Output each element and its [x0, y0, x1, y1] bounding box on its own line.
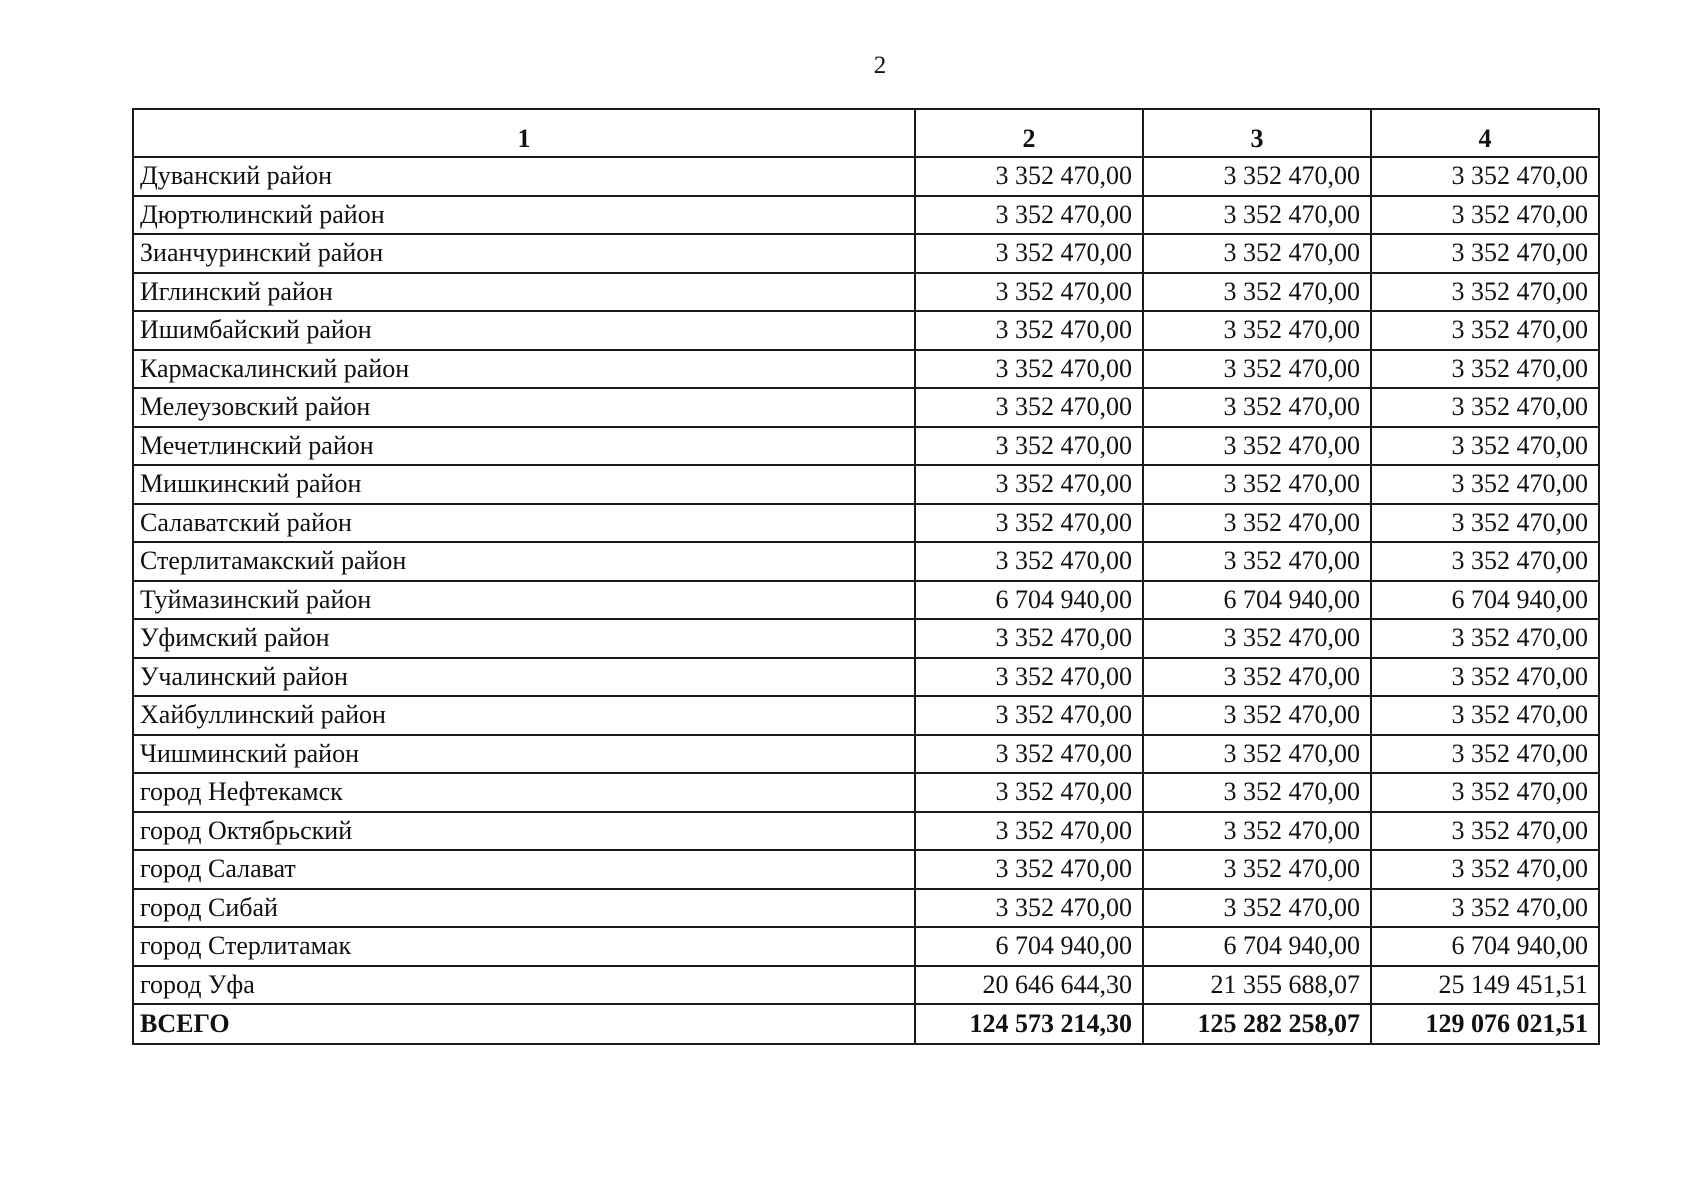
value-col3: 3 352 470,00 — [1143, 696, 1371, 735]
value-col2: 6 704 940,00 — [915, 581, 1143, 620]
value-col2: 3 352 470,00 — [915, 427, 1143, 466]
value-col4: 3 352 470,00 — [1371, 850, 1599, 889]
value-col2: 3 352 470,00 — [915, 735, 1143, 774]
municipality-name: город Уфа — [133, 966, 915, 1005]
municipality-name: Дюртюлинский район — [133, 196, 915, 235]
table-row — [133, 196, 1599, 235]
value-col3: 3 352 470,00 — [1143, 812, 1371, 851]
value-col2: 3 352 470,00 — [915, 773, 1143, 812]
table-row — [133, 889, 1599, 928]
value-col4: 3 352 470,00 — [1371, 735, 1599, 774]
municipality-name: Ишимбайский район — [133, 311, 915, 350]
table-row — [133, 273, 1599, 312]
value-col3: 3 352 470,00 — [1143, 157, 1371, 196]
value-col3: 3 352 470,00 — [1143, 350, 1371, 389]
value-col3: 6 704 940,00 — [1143, 581, 1371, 620]
value-col2: 3 352 470,00 — [915, 196, 1143, 235]
municipality-name: город Стерлитамак — [133, 927, 915, 966]
value-col4: 3 352 470,00 — [1371, 157, 1599, 196]
municipality-name: Стерлитамакский район — [133, 542, 915, 581]
column-header-3: 3 — [1143, 109, 1371, 157]
total-value-col2: 124 573 214,30 — [915, 1004, 1143, 1044]
value-col4: 3 352 470,00 — [1371, 465, 1599, 504]
value-col4: 3 352 470,00 — [1371, 696, 1599, 735]
value-col2: 3 352 470,00 — [915, 542, 1143, 581]
table-row — [133, 927, 1599, 966]
table-row — [133, 234, 1599, 273]
table-row — [133, 850, 1599, 889]
value-col3: 3 352 470,00 — [1143, 273, 1371, 312]
value-col2: 3 352 470,00 — [915, 850, 1143, 889]
value-col4: 3 352 470,00 — [1371, 273, 1599, 312]
municipality-name: Чишминский район — [133, 735, 915, 774]
municipality-name: город Салават — [133, 850, 915, 889]
value-col4: 3 352 470,00 — [1371, 427, 1599, 466]
value-col3: 3 352 470,00 — [1143, 311, 1371, 350]
municipality-name: Учалинский район — [133, 658, 915, 697]
value-col3: 3 352 470,00 — [1143, 427, 1371, 466]
table-row — [133, 581, 1599, 620]
municipality-name: Салаватский район — [133, 504, 915, 543]
value-col4: 25 149 451,51 — [1371, 966, 1599, 1005]
municipality-name: Мечетлинский район — [133, 427, 915, 466]
value-col2: 3 352 470,00 — [915, 388, 1143, 427]
value-col4: 3 352 470,00 — [1371, 773, 1599, 812]
municipality-name: Зианчуринский район — [133, 234, 915, 273]
municipality-name: Туймазинский район — [133, 581, 915, 620]
value-col4: 3 352 470,00 — [1371, 350, 1599, 389]
value-col4: 3 352 470,00 — [1371, 311, 1599, 350]
value-col3: 3 352 470,00 — [1143, 465, 1371, 504]
value-col3: 3 352 470,00 — [1143, 658, 1371, 697]
value-col3: 3 352 470,00 — [1143, 619, 1371, 658]
value-col2: 3 352 470,00 — [915, 889, 1143, 928]
column-header-1: 1 — [133, 109, 915, 157]
value-col4: 3 352 470,00 — [1371, 234, 1599, 273]
table-row — [133, 658, 1599, 697]
value-col3: 3 352 470,00 — [1143, 504, 1371, 543]
value-col3: 3 352 470,00 — [1143, 850, 1371, 889]
municipality-name: Мишкинский район — [133, 465, 915, 504]
value-col2: 3 352 470,00 — [915, 157, 1143, 196]
municipality-name: Дуванский район — [133, 157, 915, 196]
value-col2: 3 352 470,00 — [915, 311, 1143, 350]
value-col2: 3 352 470,00 — [915, 504, 1143, 543]
table-row — [133, 696, 1599, 735]
value-col4: 3 352 470,00 — [1371, 504, 1599, 543]
value-col2: 3 352 470,00 — [915, 234, 1143, 273]
table-row — [133, 427, 1599, 466]
table-row — [133, 388, 1599, 427]
table-row — [133, 157, 1599, 196]
table-container — [132, 108, 1600, 1045]
value-col4: 6 704 940,00 — [1371, 581, 1599, 620]
table-row — [133, 542, 1599, 581]
table-body — [133, 157, 1599, 1004]
value-col3: 3 352 470,00 — [1143, 542, 1371, 581]
value-col4: 3 352 470,00 — [1371, 812, 1599, 851]
value-col4: 3 352 470,00 — [1371, 542, 1599, 581]
value-col2: 20 646 644,30 — [915, 966, 1143, 1005]
municipality-name: город Сибай — [133, 889, 915, 928]
total-label: ВСЕГО — [133, 1004, 915, 1044]
total-row — [133, 1004, 1599, 1044]
value-col4: 3 352 470,00 — [1371, 196, 1599, 235]
value-col2: 3 352 470,00 — [915, 465, 1143, 504]
total-value-col4: 129 076 021,51 — [1371, 1004, 1599, 1044]
value-col4: 3 352 470,00 — [1371, 388, 1599, 427]
value-col2: 3 352 470,00 — [915, 350, 1143, 389]
municipality-name: Мелеузовский район — [133, 388, 915, 427]
data-table — [132, 108, 1600, 1045]
municipality-name: город Нефтекамск — [133, 773, 915, 812]
municipality-name: Хайбуллинский район — [133, 696, 915, 735]
value-col3: 3 352 470,00 — [1143, 889, 1371, 928]
table-row — [133, 465, 1599, 504]
table-row — [133, 619, 1599, 658]
table-row — [133, 966, 1599, 1005]
value-col2: 3 352 470,00 — [915, 812, 1143, 851]
value-col3: 3 352 470,00 — [1143, 773, 1371, 812]
value-col4: 3 352 470,00 — [1371, 658, 1599, 697]
value-col3: 6 704 940,00 — [1143, 927, 1371, 966]
page-number: 2 — [873, 52, 887, 79]
value-col3: 3 352 470,00 — [1143, 234, 1371, 273]
value-col2: 3 352 470,00 — [915, 696, 1143, 735]
table-row — [133, 773, 1599, 812]
municipality-name: Иглинский район — [133, 273, 915, 312]
column-header-2: 2 — [915, 109, 1143, 157]
municipality-name: Кармаскалинский район — [133, 350, 915, 389]
value-col2: 3 352 470,00 — [915, 273, 1143, 312]
municipality-name: город Октябрьский — [133, 812, 915, 851]
table-row — [133, 504, 1599, 543]
column-header-4: 4 — [1371, 109, 1599, 157]
table-row — [133, 350, 1599, 389]
value-col3: 3 352 470,00 — [1143, 388, 1371, 427]
value-col2: 6 704 940,00 — [915, 927, 1143, 966]
municipality-name: Уфимский район — [133, 619, 915, 658]
value-col3: 21 355 688,07 — [1143, 966, 1371, 1005]
value-col2: 3 352 470,00 — [915, 658, 1143, 697]
table-row — [133, 311, 1599, 350]
value-col3: 3 352 470,00 — [1143, 735, 1371, 774]
value-col4: 6 704 940,00 — [1371, 927, 1599, 966]
value-col4: 3 352 470,00 — [1371, 889, 1599, 928]
value-col4: 3 352 470,00 — [1371, 619, 1599, 658]
value-col2: 3 352 470,00 — [915, 619, 1143, 658]
total-value-col3: 125 282 258,07 — [1143, 1004, 1371, 1044]
table-row — [133, 812, 1599, 851]
value-col3: 3 352 470,00 — [1143, 196, 1371, 235]
header-row — [133, 109, 1599, 157]
table-row — [133, 735, 1599, 774]
